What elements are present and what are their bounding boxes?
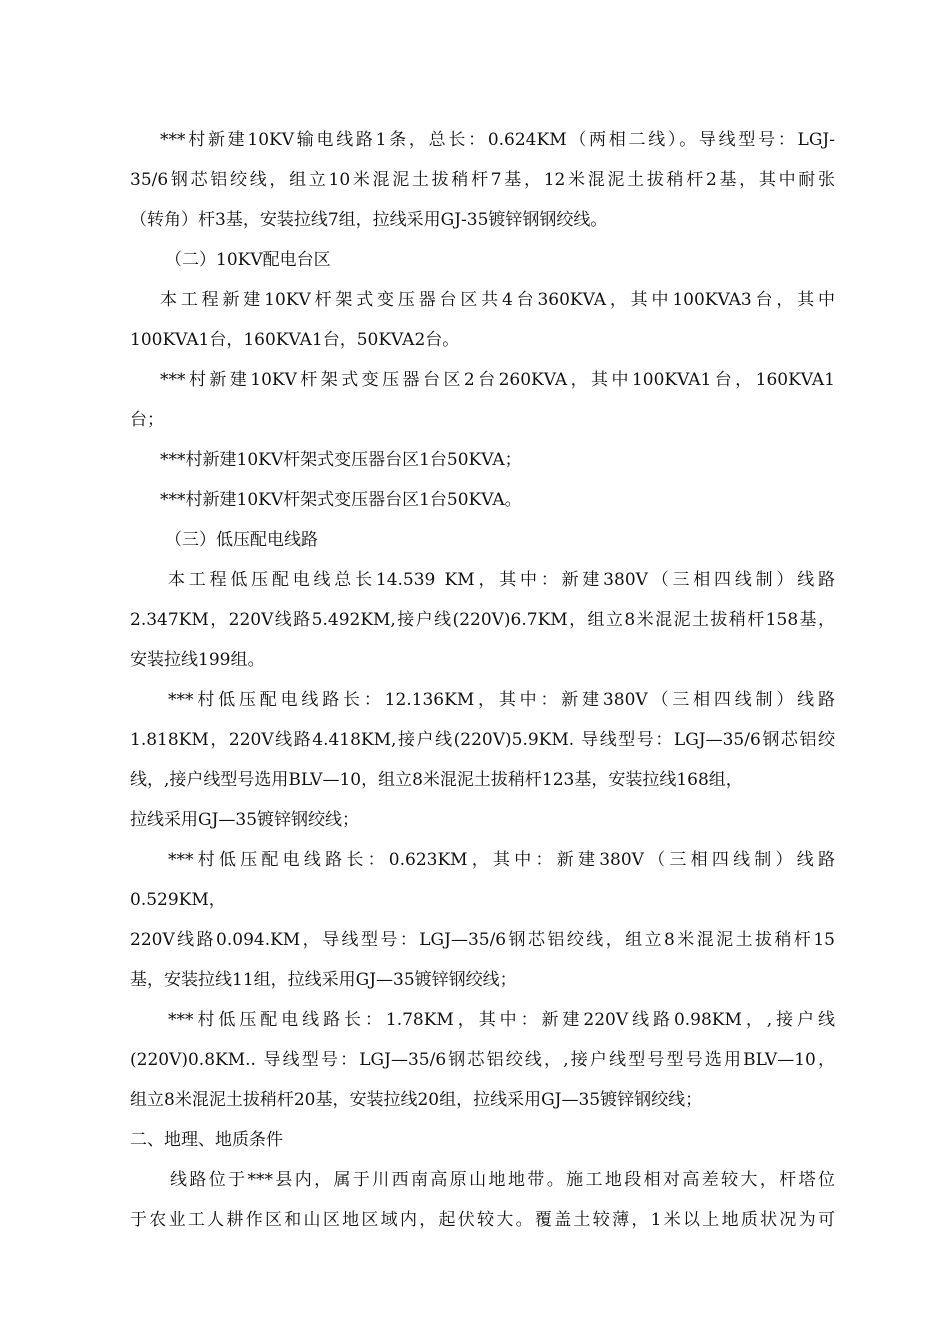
paragraph-line: 本工程新建10KV杆架式变压器台区共4台360KVA，其中100KVA3台，其中 (160, 290, 835, 310)
paragraph-line: ***村新建10KV杆架式变压器台区1台50KVA。 (160, 490, 522, 510)
paragraph-line: ***村低压配电线路长：12.136KM，其中：新建380V（三相四线制）线路 (168, 690, 835, 710)
section-heading: 二、地理、地质条件 (130, 1130, 283, 1150)
paragraph-line: (220V)0.8KM.. 导线型号：LGJ—35/6钢芯铝绞线，,接户线型号型号选用BLV—10， (130, 1050, 835, 1070)
paragraph-line: 拉线采用GJ—35镀锌钢绞线； (130, 810, 360, 830)
paragraph-line: 台； (130, 410, 164, 430)
paragraph-line: 线，,接户线型号选用BLV—10，组立8米混泥土拔稍杆123基，安装拉线168组， (130, 770, 743, 790)
paragraph-line: ***村新建10KV杆架式变压器台区1台50KVA； (160, 450, 522, 470)
paragraph-line: 2.347KM，220V线路5.492KM,接户线(220V)6.7KM，组立8米混泥土拔稍杆158基， (130, 610, 835, 630)
section-heading: （三）低压配电线路 (165, 530, 318, 550)
paragraph-line: 0.529KM， (130, 890, 226, 910)
paragraph-line: 本工程低压配电线总长14.539 KM，其中：新建380V（三相四线制）线路 (168, 570, 835, 590)
paragraph-line: ***村低压配电线路长：1.78KM，其中：新建220V线路0.98KM，,接户线 (168, 1010, 835, 1030)
paragraph-line: 220V线路0.094.KM，导线型号：LGJ—35/6钢芯铝绞线，组立8米混泥土拔稍杆15 (130, 930, 835, 950)
section-heading: （二）10KV配电台区 (165, 250, 331, 270)
paragraph-line: 线路位于***县内，属于川西南高原山地地带。施工地段相对高差较大，杆塔位 (170, 1170, 835, 1190)
paragraph-line: 基，安装拉线11组，拉线采用GJ—35镀锌钢绞线； (130, 970, 517, 990)
paragraph-line: 100KVA1台，160KVA1台，50KVA2台。 (130, 330, 460, 350)
paragraph-line: 组立8米混泥土拔稍杆20基，安装拉线20组，拉线采用GJ—35镀锌钢绞线； (130, 1090, 703, 1110)
paragraph-line: 安装拉线199组。 (130, 650, 265, 670)
paragraph-line: 于农业工人耕作区和山区地区域内，起伏较大。覆盖土较薄，1米以上地质状况为可 (130, 1210, 835, 1230)
paragraph-line: 35/6钢芯铝绞线，组立10米混泥土拔稍杆7基，12米混泥土拔稍杆2基，其中耐张 (130, 170, 835, 190)
paragraph-line: ***村低压配电线路长：0.623KM，其中：新建380V（三相四线制）线路 (168, 850, 835, 870)
paragraph-line: 1.818KM，220V线路4.418KM,接户线(220V)5.9KM. 导线型号：LGJ—35/6钢芯铝绞 (130, 730, 835, 750)
paragraph-line: （转角）杆3基，安装拉线7组，拉线采用GJ-35镀锌钢钢绞线。 (130, 210, 608, 230)
paragraph-line: ***村新建10KV杆架式变压器台区2台260KVA，其中100KVA1台，160KVA1 (160, 370, 835, 390)
paragraph-line: ***村新建10KV输电线路1条，总长：0.624KM（两相二线）。导线型号：LGJ- (160, 130, 835, 150)
